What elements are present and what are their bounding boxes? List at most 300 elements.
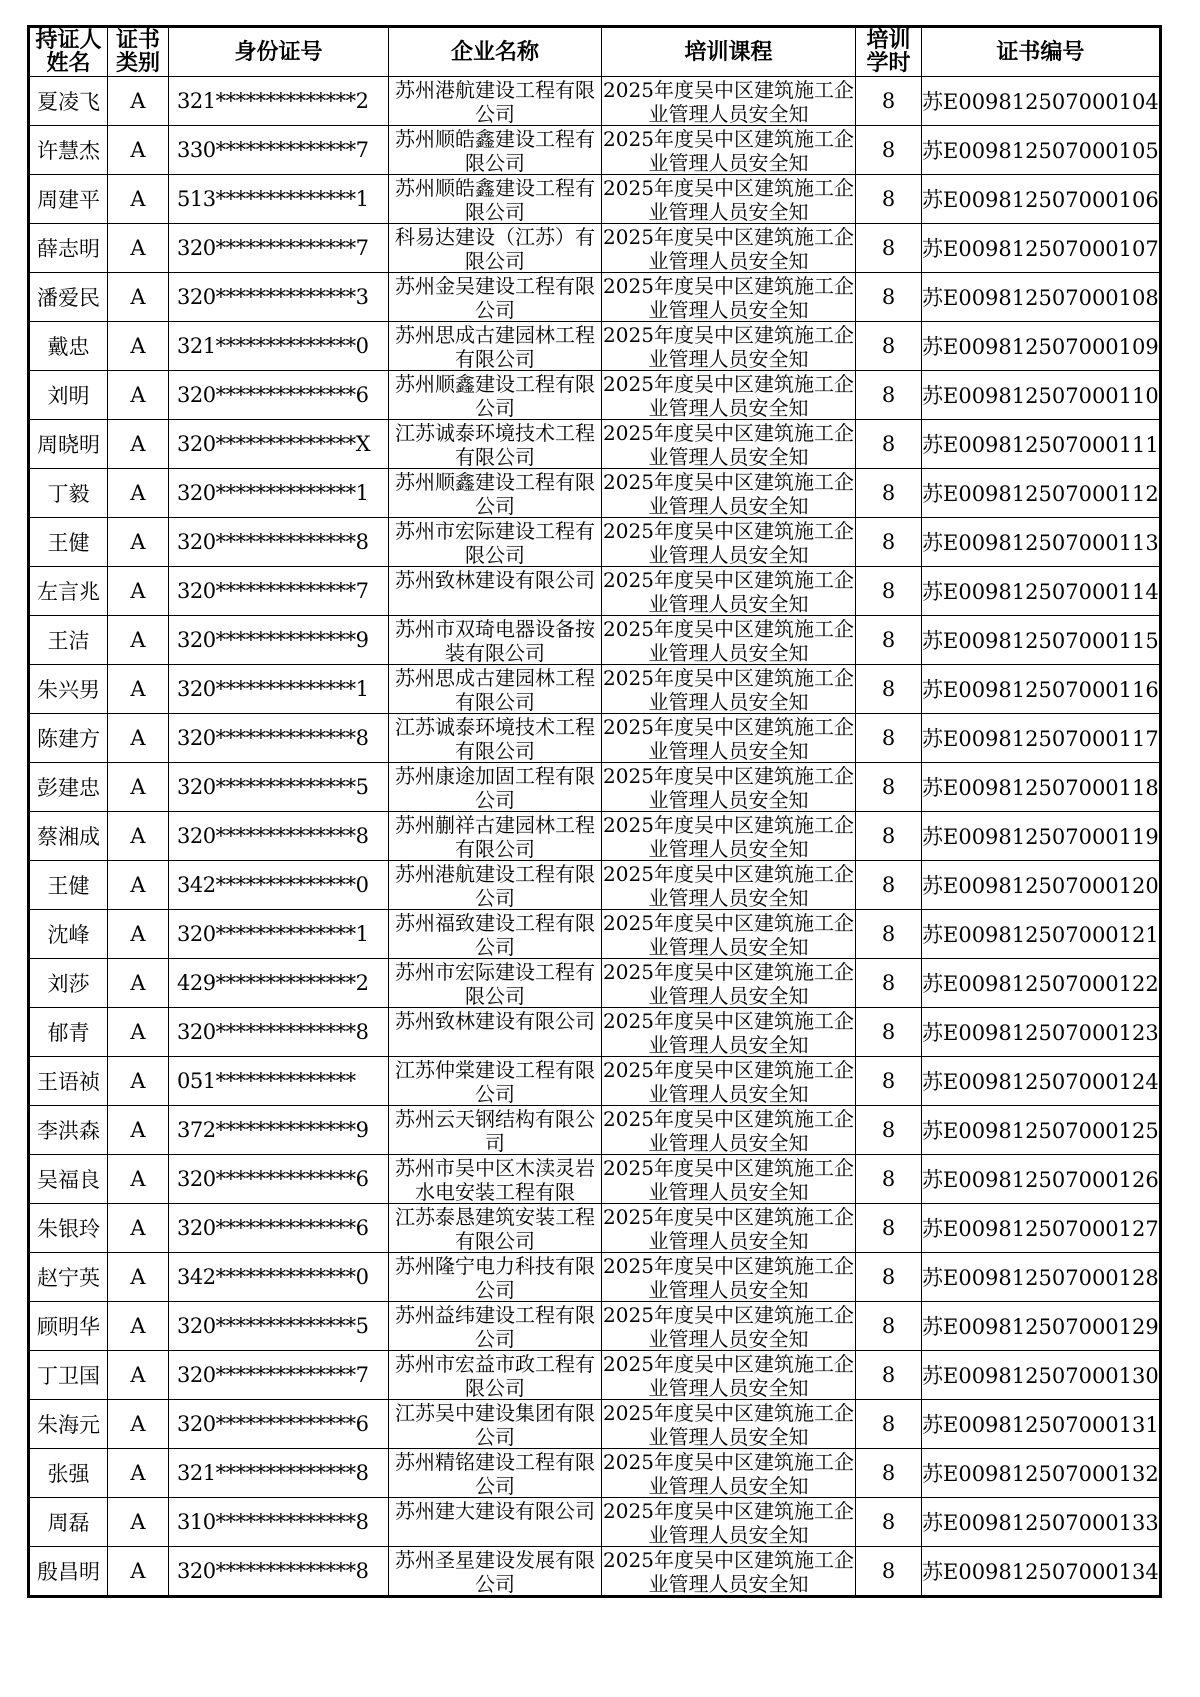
cell-company-text: 苏州康途加固工程有限公司 <box>395 764 595 810</box>
cell-hours: 8 <box>856 665 922 714</box>
table-row <box>29 714 1161 763</box>
cell-course <box>602 861 856 910</box>
cell-hours: 8 <box>856 1057 922 1106</box>
cell-cert-number: 苏E009812507000109 <box>922 322 1161 371</box>
cell-cert-number: 苏E009812507000124 <box>922 1057 1161 1106</box>
cell-course-text: 2025年度吴中区建筑施工企业管理人员安全知 <box>603 176 854 222</box>
cell-course-text: 2025年度吴中区建筑施工企业管理人员安全知 <box>603 78 854 124</box>
cell-cert-category: A <box>108 1204 169 1253</box>
cell-holder-name: 周晓明 <box>29 420 108 469</box>
cell-holder-name: 张强 <box>29 1449 108 1498</box>
cell-course-text: 2025年度吴中区建筑施工企业管理人员安全知 <box>603 470 854 516</box>
table-row <box>29 1351 1161 1400</box>
cell-course-text: 2025年度吴中区建筑施工企业管理人员安全知 <box>603 813 854 859</box>
cell-course-text: 2025年度吴中区建筑施工企业管理人员安全知 <box>603 421 854 467</box>
cell-holder-name: 蔡湘成 <box>29 812 108 861</box>
cell-course <box>602 469 856 518</box>
cell-cert-number: 苏E009812507000134 <box>922 1547 1161 1597</box>
cell-company <box>389 322 602 371</box>
header-cert-category-line1: 证书 <box>115 28 160 53</box>
cell-company-text: 苏州隆宁电力科技有限公司 <box>395 1254 595 1300</box>
table-row <box>29 1106 1161 1155</box>
cell-cert-category: A <box>108 861 169 910</box>
header-hours-line2: 学时 <box>866 51 911 76</box>
cell-company <box>389 1008 602 1057</box>
cell-hours: 8 <box>856 1008 922 1057</box>
header-holder-name <box>29 27 108 77</box>
table-row <box>29 273 1161 322</box>
cell-cert-category: A <box>108 322 169 371</box>
cell-company <box>389 567 602 616</box>
cell-cert-category: A <box>108 1351 169 1400</box>
cell-hours: 8 <box>856 224 922 273</box>
cell-company-text: 江苏吴中建设集团有限公司 <box>395 1401 595 1447</box>
table-row <box>29 224 1161 273</box>
cell-id-number: 320**************3 <box>169 273 389 322</box>
cell-company <box>389 910 602 959</box>
cell-holder-name: 郁青 <box>29 1008 108 1057</box>
cell-cert-number: 苏E009812507000132 <box>922 1449 1161 1498</box>
cell-cert-category: A <box>108 665 169 714</box>
cell-hours: 8 <box>856 77 922 126</box>
header-cert-category-line2: 类别 <box>115 51 160 76</box>
cell-course <box>602 567 856 616</box>
cell-id-number: 320**************7 <box>169 567 389 616</box>
cell-id-number: 330**************7 <box>169 126 389 175</box>
cell-course <box>602 518 856 567</box>
cell-holder-name: 刘莎 <box>29 959 108 1008</box>
cell-cert-number: 苏E009812507000114 <box>922 567 1161 616</box>
cell-id-number: 321**************2 <box>169 77 389 126</box>
cell-course-text: 2025年度吴中区建筑施工企业管理人员安全知 <box>603 519 854 565</box>
cell-course-text: 2025年度吴中区建筑施工企业管理人员安全知 <box>603 1303 854 1349</box>
table-row <box>29 420 1161 469</box>
cell-id-number: 320**************7 <box>169 224 389 273</box>
cell-cert-category: A <box>108 1449 169 1498</box>
cell-hours: 8 <box>856 322 922 371</box>
cell-cert-category: A <box>108 714 169 763</box>
cell-hours: 8 <box>856 518 922 567</box>
cell-id-number: 372**************9 <box>169 1106 389 1155</box>
cell-company-text: 苏州市宏际建设工程有限公司 <box>395 960 595 1006</box>
cell-id-number: 321**************8 <box>169 1449 389 1498</box>
cell-course-text: 2025年度吴中区建筑施工企业管理人员安全知 <box>603 715 854 761</box>
cell-cert-category: A <box>108 1253 169 1302</box>
cell-course-text: 2025年度吴中区建筑施工企业管理人员安全知 <box>603 568 854 614</box>
cell-company-text: 苏州市宏际建设工程有限公司 <box>395 519 595 565</box>
cell-company <box>389 1204 602 1253</box>
cell-id-number: 320**************6 <box>169 1400 389 1449</box>
cell-cert-category: A <box>108 959 169 1008</box>
cell-company-text: 江苏仲棠建设工程有限公司 <box>395 1058 595 1104</box>
cell-cert-number: 苏E009812507000131 <box>922 1400 1161 1449</box>
table-row <box>29 1302 1161 1351</box>
cell-course <box>602 420 856 469</box>
cell-course-text: 2025年度吴中区建筑施工企业管理人员安全知 <box>603 372 854 418</box>
cell-company-text: 苏州益纬建设工程有限公司 <box>395 1303 595 1349</box>
cell-hours: 8 <box>856 1253 922 1302</box>
cell-cert-number: 苏E009812507000115 <box>922 616 1161 665</box>
certificate-table <box>27 25 1162 1598</box>
cell-course <box>602 1302 856 1351</box>
cell-holder-name: 丁毅 <box>29 469 108 518</box>
cell-id-number: 320**************8 <box>169 1547 389 1597</box>
table-body <box>29 77 1161 1597</box>
cell-holder-name: 王语祯 <box>29 1057 108 1106</box>
cell-hours: 8 <box>856 1498 922 1547</box>
cell-cert-number: 苏E009812507000105 <box>922 126 1161 175</box>
cell-holder-name: 夏凌飞 <box>29 77 108 126</box>
cell-course-text: 2025年度吴中区建筑施工企业管理人员安全知 <box>603 911 854 957</box>
cell-holder-name: 李洪森 <box>29 1106 108 1155</box>
cell-course <box>602 1155 856 1204</box>
cell-course <box>602 1204 856 1253</box>
cell-id-number: 342**************0 <box>169 1253 389 1302</box>
cell-course <box>602 959 856 1008</box>
cell-course-text: 2025年度吴中区建筑施工企业管理人员安全知 <box>603 666 854 712</box>
cell-course-text: 2025年度吴中区建筑施工企业管理人员安全知 <box>603 960 854 1006</box>
cell-cert-number: 苏E009812507000121 <box>922 910 1161 959</box>
cell-hours: 8 <box>856 1302 922 1351</box>
cell-course-text: 2025年度吴中区建筑施工企业管理人员安全知 <box>603 1450 854 1496</box>
cell-hours: 8 <box>856 763 922 812</box>
cell-company-text: 苏州市双琦电器设备按装有限公司 <box>395 617 595 663</box>
cell-id-number: 320**************8 <box>169 812 389 861</box>
cell-holder-name: 彭建忠 <box>29 763 108 812</box>
cell-holder-name: 丁卫国 <box>29 1351 108 1400</box>
cell-cert-number: 苏E009812507000125 <box>922 1106 1161 1155</box>
cell-cert-number: 苏E009812507000127 <box>922 1204 1161 1253</box>
table-row <box>29 812 1161 861</box>
cell-holder-name: 王健 <box>29 861 108 910</box>
cell-id-number: 320**************1 <box>169 910 389 959</box>
cell-cert-category: A <box>108 910 169 959</box>
cell-hours: 8 <box>856 959 922 1008</box>
cell-company-text: 科易达建设（江苏）有限公司 <box>395 225 595 271</box>
table-row <box>29 763 1161 812</box>
cell-id-number: 320**************8 <box>169 1008 389 1057</box>
cell-cert-category: A <box>108 763 169 812</box>
cell-cert-number: 苏E009812507000133 <box>922 1498 1161 1547</box>
table-row <box>29 322 1161 371</box>
cell-cert-number: 苏E009812507000116 <box>922 665 1161 714</box>
cell-hours: 8 <box>856 273 922 322</box>
cell-cert-number: 苏E009812507000119 <box>922 812 1161 861</box>
cell-hours: 8 <box>856 1400 922 1449</box>
cell-company-text: 苏州顺皓鑫建设工程有限公司 <box>395 127 595 173</box>
cell-holder-name: 赵宁英 <box>29 1253 108 1302</box>
cell-holder-name: 周建平 <box>29 175 108 224</box>
table-row <box>29 1155 1161 1204</box>
cell-cert-number: 苏E009812507000117 <box>922 714 1161 763</box>
cell-id-number: 320**************1 <box>169 665 389 714</box>
header-course: 培训课程 <box>602 27 856 77</box>
cell-company <box>389 77 602 126</box>
cell-cert-category: A <box>108 175 169 224</box>
table-row <box>29 861 1161 910</box>
cell-company-text: 苏州建大建设有限公司 <box>395 1499 595 1523</box>
cell-id-number: 320**************9 <box>169 616 389 665</box>
cell-company-text: 苏州市吴中区木渎灵岩水电安装工程有限 <box>395 1156 595 1202</box>
header-company: 企业名称 <box>389 27 602 77</box>
header-id-number: 身份证号 <box>169 27 389 77</box>
cell-cert-category: A <box>108 616 169 665</box>
cell-cert-number: 苏E009812507000129 <box>922 1302 1161 1351</box>
cell-holder-name: 殷昌明 <box>29 1547 108 1597</box>
cell-id-number: 513**************1 <box>169 175 389 224</box>
table-row <box>29 371 1161 420</box>
header-hours <box>856 27 922 77</box>
header-hours-line1: 培训 <box>866 28 911 53</box>
cell-company <box>389 812 602 861</box>
cell-hours: 8 <box>856 1547 922 1597</box>
cell-company <box>389 1057 602 1106</box>
cell-hours: 8 <box>856 371 922 420</box>
cell-cert-category: A <box>108 1155 169 1204</box>
cell-holder-name: 戴忠 <box>29 322 108 371</box>
cell-course <box>602 616 856 665</box>
cell-holder-name: 朱银玲 <box>29 1204 108 1253</box>
cell-course-text: 2025年度吴中区建筑施工企业管理人员安全知 <box>603 1254 854 1300</box>
cell-holder-name: 朱海元 <box>29 1400 108 1449</box>
cell-course <box>602 665 856 714</box>
cell-cert-category: A <box>108 469 169 518</box>
cell-company-text: 苏州蒯祥古建园林工程有限公司 <box>395 813 595 859</box>
cell-course <box>602 1057 856 1106</box>
table-row <box>29 910 1161 959</box>
cell-hours: 8 <box>856 469 922 518</box>
cell-course <box>602 126 856 175</box>
cell-company <box>389 665 602 714</box>
cell-company-text: 苏州云天钢结构有限公司 <box>395 1107 595 1153</box>
cell-cert-number: 苏E009812507000123 <box>922 1008 1161 1057</box>
table-row <box>29 126 1161 175</box>
cell-company-text: 苏州顺鑫建设工程有限公司 <box>395 470 595 516</box>
cell-hours: 8 <box>856 567 922 616</box>
table-row <box>29 175 1161 224</box>
cell-id-number: 320**************6 <box>169 1204 389 1253</box>
cell-company <box>389 420 602 469</box>
cell-course-text: 2025年度吴中区建筑施工企业管理人员安全知 <box>603 1401 854 1447</box>
cell-company <box>389 1498 602 1547</box>
cell-company <box>389 1155 602 1204</box>
cell-company <box>389 1400 602 1449</box>
cell-hours: 8 <box>856 175 922 224</box>
cell-holder-name: 王洁 <box>29 616 108 665</box>
cell-hours: 8 <box>856 812 922 861</box>
cell-course <box>602 1400 856 1449</box>
table-row <box>29 665 1161 714</box>
cell-holder-name: 王健 <box>29 518 108 567</box>
cell-company-text: 苏州港航建设工程有限公司 <box>395 862 595 908</box>
cell-cert-number: 苏E009812507000111 <box>922 420 1161 469</box>
cell-cert-category: A <box>108 420 169 469</box>
cell-company <box>389 861 602 910</box>
cell-company <box>389 616 602 665</box>
cell-cert-category: A <box>108 1302 169 1351</box>
header-cert-category <box>108 27 169 77</box>
cell-company-text: 苏州致林建设有限公司 <box>395 568 595 592</box>
cell-course-text: 2025年度吴中区建筑施工企业管理人员安全知 <box>603 1205 854 1251</box>
cell-company <box>389 763 602 812</box>
cell-id-number: 320**************8 <box>169 714 389 763</box>
cell-holder-name: 吴福良 <box>29 1155 108 1204</box>
cell-company <box>389 371 602 420</box>
cell-course <box>602 714 856 763</box>
cell-cert-category: A <box>108 224 169 273</box>
cell-company <box>389 469 602 518</box>
cell-course <box>602 322 856 371</box>
cell-holder-name: 沈峰 <box>29 910 108 959</box>
cell-course <box>602 224 856 273</box>
cell-holder-name: 许慧杰 <box>29 126 108 175</box>
cell-company <box>389 175 602 224</box>
cell-cert-number: 苏E009812507000107 <box>922 224 1161 273</box>
cell-id-number: 320**************X <box>169 420 389 469</box>
cell-id-number: 342**************0 <box>169 861 389 910</box>
cell-course <box>602 1106 856 1155</box>
cell-company-text: 苏州顺皓鑫建设工程有限公司 <box>395 176 595 222</box>
cell-id-number: 320**************6 <box>169 371 389 420</box>
cell-holder-name: 薛志明 <box>29 224 108 273</box>
header-row <box>29 27 1161 77</box>
table-row <box>29 469 1161 518</box>
cell-company-text: 苏州港航建设工程有限公司 <box>395 78 595 124</box>
cell-course-text: 2025年度吴中区建筑施工企业管理人员安全知 <box>603 1499 854 1545</box>
cell-company <box>389 1351 602 1400</box>
table-row <box>29 77 1161 126</box>
cell-id-number: 320**************1 <box>169 469 389 518</box>
cell-company <box>389 126 602 175</box>
cell-hours: 8 <box>856 1449 922 1498</box>
cell-company <box>389 1106 602 1155</box>
cell-company-text: 苏州金吴建设工程有限公司 <box>395 274 595 320</box>
cell-hours: 8 <box>856 910 922 959</box>
cell-company-text: 苏州圣星建设发展有限公司 <box>395 1548 595 1594</box>
cell-company <box>389 1253 602 1302</box>
cell-cert-category: A <box>108 273 169 322</box>
table-row <box>29 1057 1161 1106</box>
cell-id-number: 051************** <box>169 1057 389 1106</box>
header-holder-name-line2: 姓名 <box>46 51 91 76</box>
cell-cert-category: A <box>108 126 169 175</box>
cell-company-text: 苏州致林建设有限公司 <box>395 1009 595 1033</box>
cell-hours: 8 <box>856 420 922 469</box>
cell-cert-category: A <box>108 567 169 616</box>
cell-course <box>602 812 856 861</box>
cell-id-number: 320**************8 <box>169 518 389 567</box>
cell-hours: 8 <box>856 1106 922 1155</box>
cell-cert-number: 苏E009812507000126 <box>922 1155 1161 1204</box>
cell-cert-category: A <box>108 1498 169 1547</box>
cell-course <box>602 1547 856 1597</box>
cell-cert-number: 苏E009812507000106 <box>922 175 1161 224</box>
cell-holder-name: 刘明 <box>29 371 108 420</box>
cell-course-text: 2025年度吴中区建筑施工企业管理人员安全知 <box>603 1156 854 1202</box>
cell-course-text: 2025年度吴中区建筑施工企业管理人员安全知 <box>603 764 854 810</box>
cell-cert-number: 苏E009812507000104 <box>922 77 1161 126</box>
cell-course-text: 2025年度吴中区建筑施工企业管理人员安全知 <box>603 1058 854 1104</box>
cell-cert-category: A <box>108 1057 169 1106</box>
cell-company-text: 江苏诚泰环境技术工程有限公司 <box>395 715 595 761</box>
cell-company <box>389 714 602 763</box>
cell-company <box>389 1302 602 1351</box>
cell-hours: 8 <box>856 616 922 665</box>
cell-course <box>602 371 856 420</box>
cell-course-text: 2025年度吴中区建筑施工企业管理人员安全知 <box>603 1548 854 1594</box>
table-row <box>29 1400 1161 1449</box>
cell-id-number: 320**************5 <box>169 763 389 812</box>
cell-hours: 8 <box>856 126 922 175</box>
cell-id-number: 321**************0 <box>169 322 389 371</box>
table-row <box>29 1547 1161 1597</box>
cell-company <box>389 1449 602 1498</box>
cell-course-text: 2025年度吴中区建筑施工企业管理人员安全知 <box>603 274 854 320</box>
cell-holder-name: 潘爱民 <box>29 273 108 322</box>
cell-cert-number: 苏E009812507000108 <box>922 273 1161 322</box>
cell-cert-number: 苏E009812507000120 <box>922 861 1161 910</box>
cell-cert-number: 苏E009812507000113 <box>922 518 1161 567</box>
cell-course <box>602 1449 856 1498</box>
cell-company-text: 江苏诚泰环境技术工程有限公司 <box>395 421 595 467</box>
cell-cert-number: 苏E009812507000130 <box>922 1351 1161 1400</box>
cell-cert-number: 苏E009812507000110 <box>922 371 1161 420</box>
cell-holder-name: 周磊 <box>29 1498 108 1547</box>
cell-cert-category: A <box>108 1400 169 1449</box>
cell-course-text: 2025年度吴中区建筑施工企业管理人员安全知 <box>603 127 854 173</box>
cell-id-number: 310**************8 <box>169 1498 389 1547</box>
cell-company-text: 苏州思成古建园林工程有限公司 <box>395 323 595 369</box>
cell-cert-number: 苏E009812507000118 <box>922 763 1161 812</box>
table-row <box>29 1449 1161 1498</box>
cell-cert-category: A <box>108 371 169 420</box>
cell-company-text: 苏州市宏益市政工程有限公司 <box>395 1352 595 1398</box>
cell-company-text: 苏州福致建设工程有限公司 <box>395 911 595 957</box>
table-row <box>29 567 1161 616</box>
cell-course <box>602 910 856 959</box>
table-row <box>29 1498 1161 1547</box>
cell-course <box>602 1253 856 1302</box>
table-row <box>29 1204 1161 1253</box>
cell-company-text: 苏州精铭建设工程有限公司 <box>395 1450 595 1496</box>
cell-cert-number: 苏E009812507000112 <box>922 469 1161 518</box>
cell-course <box>602 77 856 126</box>
cell-holder-name: 顾明华 <box>29 1302 108 1351</box>
cell-id-number: 320**************5 <box>169 1302 389 1351</box>
cell-course-text: 2025年度吴中区建筑施工企业管理人员安全知 <box>603 862 854 908</box>
cell-cert-category: A <box>108 812 169 861</box>
cell-course-text: 2025年度吴中区建筑施工企业管理人员安全知 <box>603 1107 854 1153</box>
cell-cert-category: A <box>108 1106 169 1155</box>
cell-course <box>602 763 856 812</box>
cell-cert-category: A <box>108 518 169 567</box>
cell-company <box>389 1547 602 1597</box>
cell-course-text: 2025年度吴中区建筑施工企业管理人员安全知 <box>603 225 854 271</box>
cell-company-text: 苏州顺鑫建设工程有限公司 <box>395 372 595 418</box>
cell-company <box>389 959 602 1008</box>
cell-hours: 8 <box>856 1204 922 1253</box>
cell-cert-category: A <box>108 1547 169 1597</box>
cell-course-text: 2025年度吴中区建筑施工企业管理人员安全知 <box>603 323 854 369</box>
cell-holder-name: 左言兆 <box>29 567 108 616</box>
cell-hours: 8 <box>856 714 922 763</box>
cell-company-text: 江苏泰恳建筑安装工程有限公司 <box>395 1205 595 1251</box>
cell-course-text: 2025年度吴中区建筑施工企业管理人员安全知 <box>603 1009 854 1055</box>
cell-course <box>602 1498 856 1547</box>
cell-company <box>389 273 602 322</box>
table-row <box>29 1253 1161 1302</box>
cell-cert-number: 苏E009812507000122 <box>922 959 1161 1008</box>
